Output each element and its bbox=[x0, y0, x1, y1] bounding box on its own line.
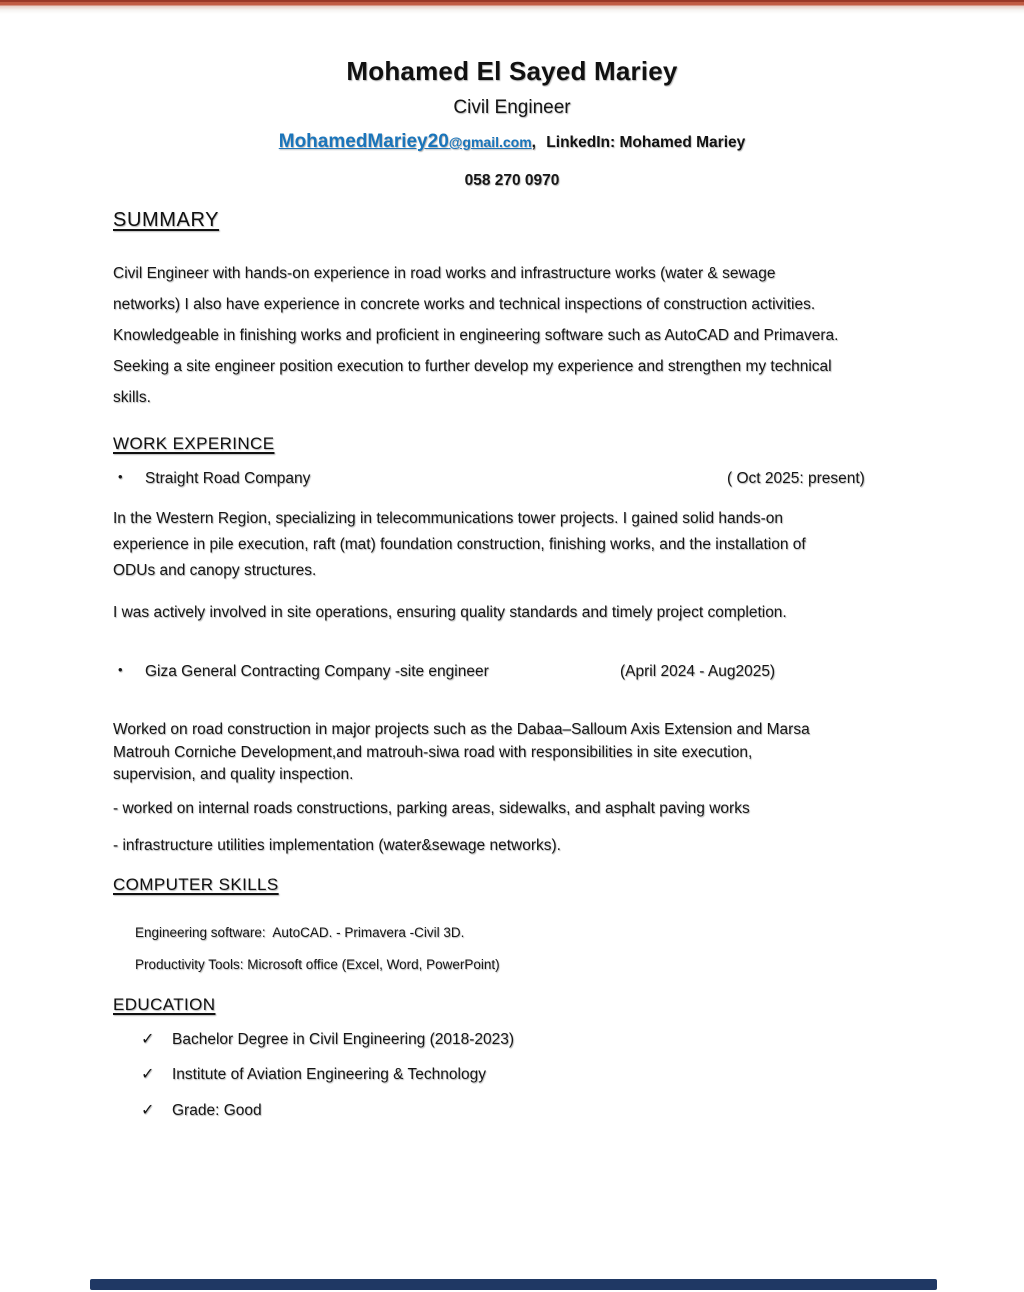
summary-section bbox=[113, 208, 903, 413]
job-description-line: Matrouh Corniche Development,and matrouh-siwa road with responsibilities in site execution, bbox=[113, 743, 753, 761]
candidate-name: Mohamed El Sayed Mariey bbox=[346, 56, 678, 86]
summary-text bbox=[113, 258, 903, 413]
email-user[interactable]: MohamedMariey20 bbox=[278, 131, 449, 152]
education-heading: EDUCATION bbox=[113, 994, 216, 1014]
summary-line: Knowledgeable in finishing works and proficient in engineering software such as AutoCAD and Primavera. bbox=[113, 327, 839, 344]
email-domain[interactable]: @gmail.com bbox=[448, 134, 532, 150]
contact-line bbox=[0, 130, 1024, 154]
company-name: Giza General Contracting Company -site engineer bbox=[145, 663, 489, 680]
phone-number: 058 270 0970 bbox=[464, 172, 560, 189]
job-header-row bbox=[113, 662, 903, 681]
candidate-title: Civil Engineer bbox=[453, 97, 571, 118]
top-accent-bar bbox=[0, 0, 1024, 14]
education-item-label: Bachelor Degree in Civil Engineering (2018-2023) bbox=[172, 1030, 515, 1048]
contact-separator: , bbox=[531, 134, 536, 151]
bottom-accent-bar bbox=[90, 1279, 937, 1290]
job-description: I was actively involved in site operations, ensuring quality standards and timely project completion. bbox=[113, 604, 787, 621]
checkmark-icon: ✓ bbox=[141, 1030, 155, 1048]
work-experience-section bbox=[113, 433, 903, 855]
job-description-line: Worked on road construction in major projects such as the Dabaa–Salloum Axis Extension and Marsa bbox=[113, 721, 810, 738]
summary-line: skills. bbox=[113, 389, 151, 406]
education-item bbox=[113, 1101, 903, 1120]
linkedin-text: LinkedIn: Mohamed Mariey bbox=[546, 134, 746, 151]
email-link[interactable] bbox=[278, 131, 532, 152]
resume-header bbox=[0, 56, 1024, 190]
bullet-icon: • bbox=[118, 469, 123, 484]
job-dates: (April 2024 - Aug2025) bbox=[620, 663, 776, 680]
computer-skills-heading: COMPUTER SKILLS bbox=[113, 874, 279, 894]
job-detail-line: - worked on internal roads constructions, parking areas, sidewalks, and asphalt paving works bbox=[113, 799, 750, 817]
job-detail-line: - infrastructure utilities implementation (water&sewage networks). bbox=[113, 836, 561, 854]
job-description-line: In the Western Region, specializing in telecommunications tower projects. I gained solid hands-on bbox=[113, 510, 784, 527]
summary-line: networks) I also have experience in concrete works and technical inspections of construction activities. bbox=[113, 296, 816, 313]
job-description bbox=[113, 719, 903, 787]
work-experience-heading: WORK EXPERINCE bbox=[113, 434, 275, 453]
company-name: Straight Road Company bbox=[145, 470, 311, 487]
education-item bbox=[113, 1030, 903, 1049]
checkmark-icon: ✓ bbox=[141, 1101, 155, 1119]
bullet-icon: • bbox=[118, 662, 123, 677]
skill-item: Engineering software: AutoCAD. - Primavera -Civil 3D. bbox=[135, 924, 465, 940]
job-header-row bbox=[113, 469, 903, 488]
computer-skills-section bbox=[113, 874, 903, 973]
job-description-line: experience in pile execution, raft (mat) foundation construction, finishing works, and the installation of bbox=[113, 536, 806, 553]
summary-heading: SUMMARY bbox=[113, 209, 220, 231]
summary-line: Seeking a site engineer position execution to further develop my experience and strengthen my technical bbox=[113, 358, 832, 375]
education-item bbox=[113, 1065, 903, 1084]
resume-body bbox=[0, 208, 1024, 1120]
education-section bbox=[113, 994, 903, 1120]
job-description-line: ODUs and canopy structures. bbox=[113, 562, 317, 579]
skill-item: Productivity Tools: Microsoft office (Excel, Word, PowerPoint) bbox=[135, 956, 500, 972]
education-item-label: Grade: Good bbox=[172, 1101, 262, 1119]
job-description bbox=[113, 506, 903, 584]
job-description-line: supervision, and quality inspection. bbox=[113, 766, 354, 783]
checkmark-icon: ✓ bbox=[141, 1065, 155, 1083]
job-dates: ( Oct 2025: present) bbox=[727, 470, 865, 487]
education-item-label: Institute of Aviation Engineering & Technology bbox=[172, 1065, 486, 1083]
summary-line: Civil Engineer with hands-on experience in road works and infrastructure works (water & sewage bbox=[113, 265, 776, 282]
